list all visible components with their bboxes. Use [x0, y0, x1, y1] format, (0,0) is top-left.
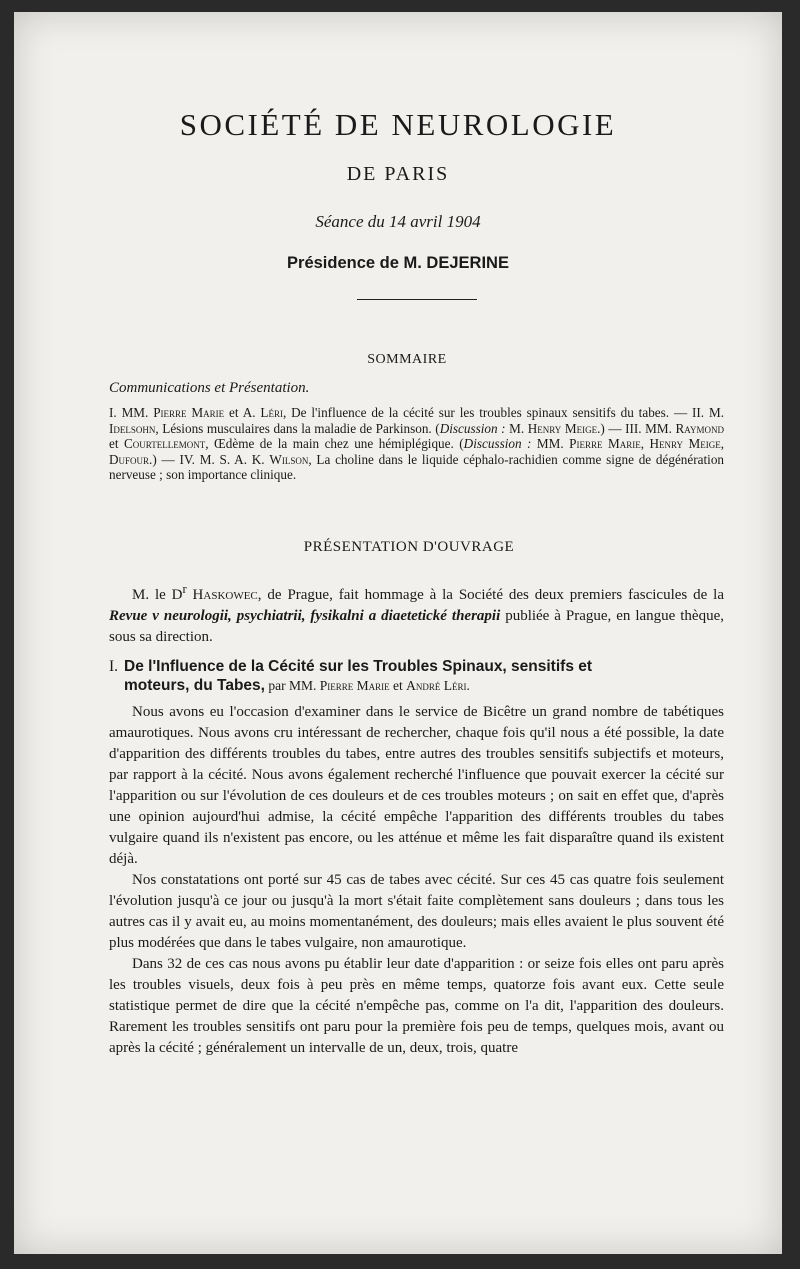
sommaire-subtitle: Communications et Présentation. [109, 380, 310, 396]
society-title: SOCIÉTÉ DE NEUROLOGIE [179, 107, 617, 142]
presentation-heading: PRÉSENTATION D'OUVRAGE [303, 539, 515, 555]
title-divider [357, 299, 477, 300]
article-body [109, 702, 724, 1059]
body-paragraph-1: Nous avons eu l'occasion d'examiner dans le service de Bicêtre un grand nombre de tabétiques amaurotiques. Nous avons cru intéressant de rechercher, chaque fois qu'il nous a été possible, la date d'apparition des différents troubles du tabes, entre autres des troubles sensitifs subjectifs et moteurs, par rapport à la cécité. Nous avons également recherché l'influence que pouvait exercer la cécité sur l'apparition ou sur l'évolution de ces douleurs et de ces troubles moteurs ; on sait en effet que, d'après une opinion aujourd'hui admise, la cécité empêche l'apparition des différents troubles du tabes vulgaire quand ils n'existent pas encore, ou les atténue et même les fait disparaître quand ils existent déjà. [109, 704, 724, 867]
sommaire-heading: SOMMAIRE [367, 352, 447, 367]
presidency-line: Présidence de M. DEJERINE [287, 254, 509, 272]
presentation-paragraph: M. le $D^r$ Haskowec, de Prague, fait hommage à la Société des deux premiers fascicules de la Revue v neurologii, psychiatrii, fysikalni a diaetetické therapii publiée à Prague, en langue thèque, sous sa direction. [109, 582, 724, 645]
body-paragraph-2: Nos constatations ont porté sur 45 cas de tabes avec cécité. Sur ces 45 cas quatre fois seulement l'évolution jusqu'à ce jour ou jusqu'à la mort s'était faite complètement sans douleurs ; dans tous les autres cas il y avait eu, au moins momentanément, des douleurs; mais elles avaient le plus souvent été plus modérées que dans le tabes vulgaire, non amaurotique. [109, 872, 724, 951]
society-city: DE PARIS [346, 163, 450, 185]
section-title: I. De l'Influence de la Cécité sur les Troubles Spinaux, sensitifs et moteurs, du Tabes, par MM. Pierre Marie et André Léri. [109, 658, 593, 694]
session-date: Séance du 14 avril 1904 [315, 212, 481, 231]
page-sheet [14, 12, 782, 1254]
sommaire-paragraph: I. MM. Pierre Marie et A. Léri, De l'influence de la cécité sur les troubles spinaux sensitifs du tabes. — II. M. Idelsohn, Lésions musculaires dans la maladie de Parkinson. (Discussion : M. Henry Meige.) — III. MM. Raymond et Courtellemont, Œdème de la main chez une hémiplégique. (Discussion : MM. Pierre Marie, Henry Meige, Dufour.) — IV. M. S. A. K. Wilson, La choline dans le liquide céphalo-rachidien comme signe de dégénération nerveuse ; son importance clinique. [109, 405, 725, 482]
body-paragraph-3: Dans 32 de ces cas nous avons pu établir leur date d'apparition : or seize fois elles ont paru après les troubles visuels, deux fois à peu près en même temps, quatorze fois avant eux. Cette seule statistique permet de dire que la cécité n'empêche pas, comme on l'a dit, l'apparition des douleurs. Rarement les troubles sensitifs ont paru pour la première fois peu de temps, quelques mois, avant ou après la cécité ; généralement un intervalle de un, deux, trois, quatre [109, 956, 724, 1056]
